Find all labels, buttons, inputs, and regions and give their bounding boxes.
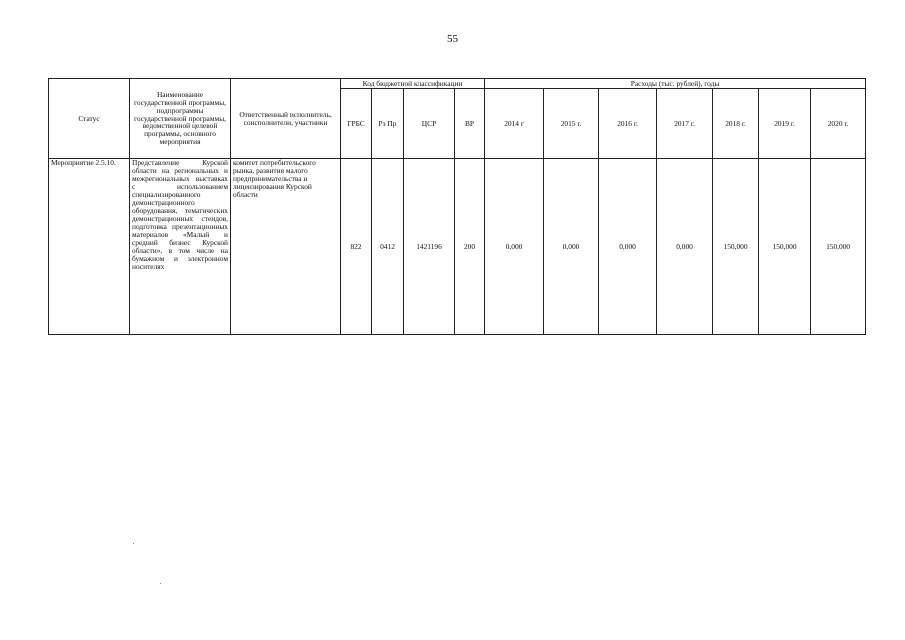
header-code-grbs: ГРБС [341,89,372,159]
header-code-rzpr: Рз Пр [372,89,404,159]
header-status: Статус [49,79,130,159]
scan-speck [133,543,134,544]
budget-table [48,78,866,335]
expense-2018-cell: 150,000 [713,159,759,335]
code-rzpr-cell: 0412 [372,159,404,335]
header-name: Наименование государственной программы, подпрограммы государственной программы, ведомственной целевой программы, основного мероприятия [130,79,231,159]
header-budget-code-group: Код бюджетной классификации [341,79,485,89]
header-year-2014: 2014 г [485,89,544,159]
header-code-vr: ВР [455,89,485,159]
status-cell: Мероприятие 2.5.10. [49,159,130,335]
expense-2019-cell: 150,000 [759,159,811,335]
header-code-csr: ЦСР [404,89,455,159]
code-csr-cell: 1421196 [404,159,455,335]
code-vr-cell: 200 [455,159,485,335]
header-year-2015: 2015 г. [544,89,599,159]
page-number: 55 [447,33,458,45]
scan-speck [160,583,161,584]
header-year-2017: 2017 г. [657,89,713,159]
header-year-2019: 2019 г. [759,89,811,159]
header-year-2020: 2020 г. [811,89,866,159]
code-grbs-cell: 822 [341,159,372,335]
header-executor: Ответственный исполнитель, соисполнители, участники [231,79,341,159]
table-row [49,159,866,335]
expense-2015-cell: 0,000 [544,159,599,335]
header-year-2016: 2016 г. [599,89,657,159]
expense-2016-cell: 0,000 [599,159,657,335]
executor-cell: комитет потребительского рынка, развития малого предпринимательства и лицензирования Курской области [231,159,341,335]
expense-2014-cell: 0,000 [485,159,544,335]
expense-2017-cell: 0,000 [657,159,713,335]
header-expenses-group: Расходы (тыс. рублей), годы [485,79,866,89]
expense-2020-cell: 150,000 [811,159,866,335]
name-cell: Представление Курской области на региональных и межрегиональных выставках с использованием специализированного демонстрационного оборудования, тематических демонстрационных стендов, подготовка презентационных материалов «Малый и средний бизнес Курской области», в том числе на бумажном и электронном носителях [130,159,231,335]
header-year-2018: 2018 г. [713,89,759,159]
